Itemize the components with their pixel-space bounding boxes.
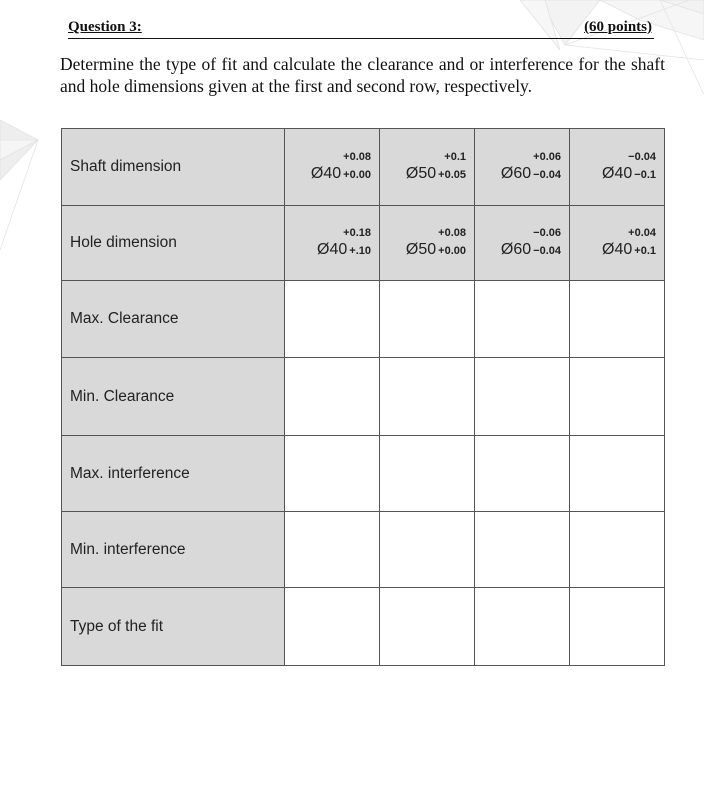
answer-cell[interactable] — [475, 588, 570, 666]
answer-cell[interactable] — [570, 358, 665, 436]
answer-cell[interactable] — [380, 436, 475, 512]
table-row-max-interference — [62, 436, 665, 512]
row-label-shaft: Shaft dimension — [62, 129, 285, 206]
upper-deviation: −0.06 — [533, 227, 561, 239]
lower-deviation: +.10 — [349, 245, 371, 257]
answer-cell[interactable] — [285, 281, 380, 358]
upper-deviation: +0.08 — [343, 151, 371, 163]
shaft-dimension-1 — [285, 129, 380, 206]
nominal-size: Ø40 — [310, 165, 342, 182]
hole-dimension-3 — [475, 206, 570, 281]
answer-cell[interactable] — [475, 512, 570, 588]
table-row-max-clearance — [62, 281, 665, 358]
shaft-dimension-3 — [475, 129, 570, 206]
nominal-size: Ø40 — [317, 241, 348, 258]
nominal-size: Ø50 — [405, 241, 437, 258]
question-header — [68, 18, 654, 39]
row-label-max-interference: Max. interference — [62, 436, 285, 512]
row-label-min-clearance: Min. Clearance — [62, 358, 285, 436]
lower-deviation: −0.1 — [634, 169, 656, 181]
shaft-dimension-2 — [380, 129, 475, 206]
lower-deviation: +0.00 — [343, 169, 371, 181]
lower-deviation: +0.1 — [634, 245, 656, 257]
answer-cell[interactable] — [380, 281, 475, 358]
table-row-min-interference — [62, 512, 665, 588]
answer-cell[interactable] — [285, 358, 380, 436]
answer-cell[interactable] — [570, 588, 665, 666]
hole-dimension-4 — [570, 206, 665, 281]
lower-deviation: −0.04 — [533, 169, 561, 181]
lower-deviation: −0.04 — [533, 245, 561, 257]
answer-cell[interactable] — [285, 436, 380, 512]
table-row-min-clearance — [62, 358, 665, 436]
upper-deviation: +0.08 — [438, 227, 466, 239]
upper-deviation: +0.06 — [533, 151, 561, 163]
hole-dimension-2 — [380, 206, 475, 281]
nominal-size: Ø50 — [405, 165, 437, 182]
fit-table — [61, 128, 665, 666]
upper-deviation: +0.1 — [444, 151, 466, 163]
answer-cell[interactable] — [380, 512, 475, 588]
answer-cell[interactable] — [380, 588, 475, 666]
lower-deviation: +0.00 — [438, 245, 466, 257]
instructions-text: Determine the type of fit and calculate the clearance and or interference for the shaft and hole dimensions given at the first and second row, respectively. — [60, 54, 665, 96]
table-row-shaft — [62, 129, 665, 206]
answer-cell[interactable] — [380, 358, 475, 436]
shaft-dimension-4 — [570, 129, 665, 206]
answer-cell[interactable] — [475, 281, 570, 358]
answer-cell[interactable] — [285, 512, 380, 588]
nominal-size: Ø60 — [500, 241, 532, 258]
answer-cell[interactable] — [285, 588, 380, 666]
table-row-fit-type — [62, 588, 665, 666]
answer-cell[interactable] — [475, 358, 570, 436]
row-label-max-clearance: Max. Clearance — [62, 281, 285, 358]
answer-cell[interactable] — [570, 281, 665, 358]
table-row-hole — [62, 206, 665, 281]
row-label-hole: Hole dimension — [62, 206, 285, 281]
row-label-fit-type: Type of the fit — [62, 588, 285, 666]
nominal-size: Ø40 — [602, 165, 633, 182]
lower-deviation: +0.05 — [438, 169, 466, 181]
upper-deviation: +0.04 — [628, 227, 656, 239]
answer-cell[interactable] — [475, 436, 570, 512]
upper-deviation: +0.18 — [343, 227, 371, 239]
answer-cell[interactable] — [570, 512, 665, 588]
answer-cell[interactable] — [570, 436, 665, 512]
nominal-size: Ø40 — [602, 241, 633, 258]
row-label-min-interference: Min. interference — [62, 512, 285, 588]
upper-deviation: −0.04 — [628, 151, 656, 163]
question-points: (60 points) — [584, 19, 652, 35]
nominal-size: Ø60 — [500, 165, 532, 182]
question-title: Question 3: — [68, 19, 142, 35]
hole-dimension-1 — [285, 206, 380, 281]
